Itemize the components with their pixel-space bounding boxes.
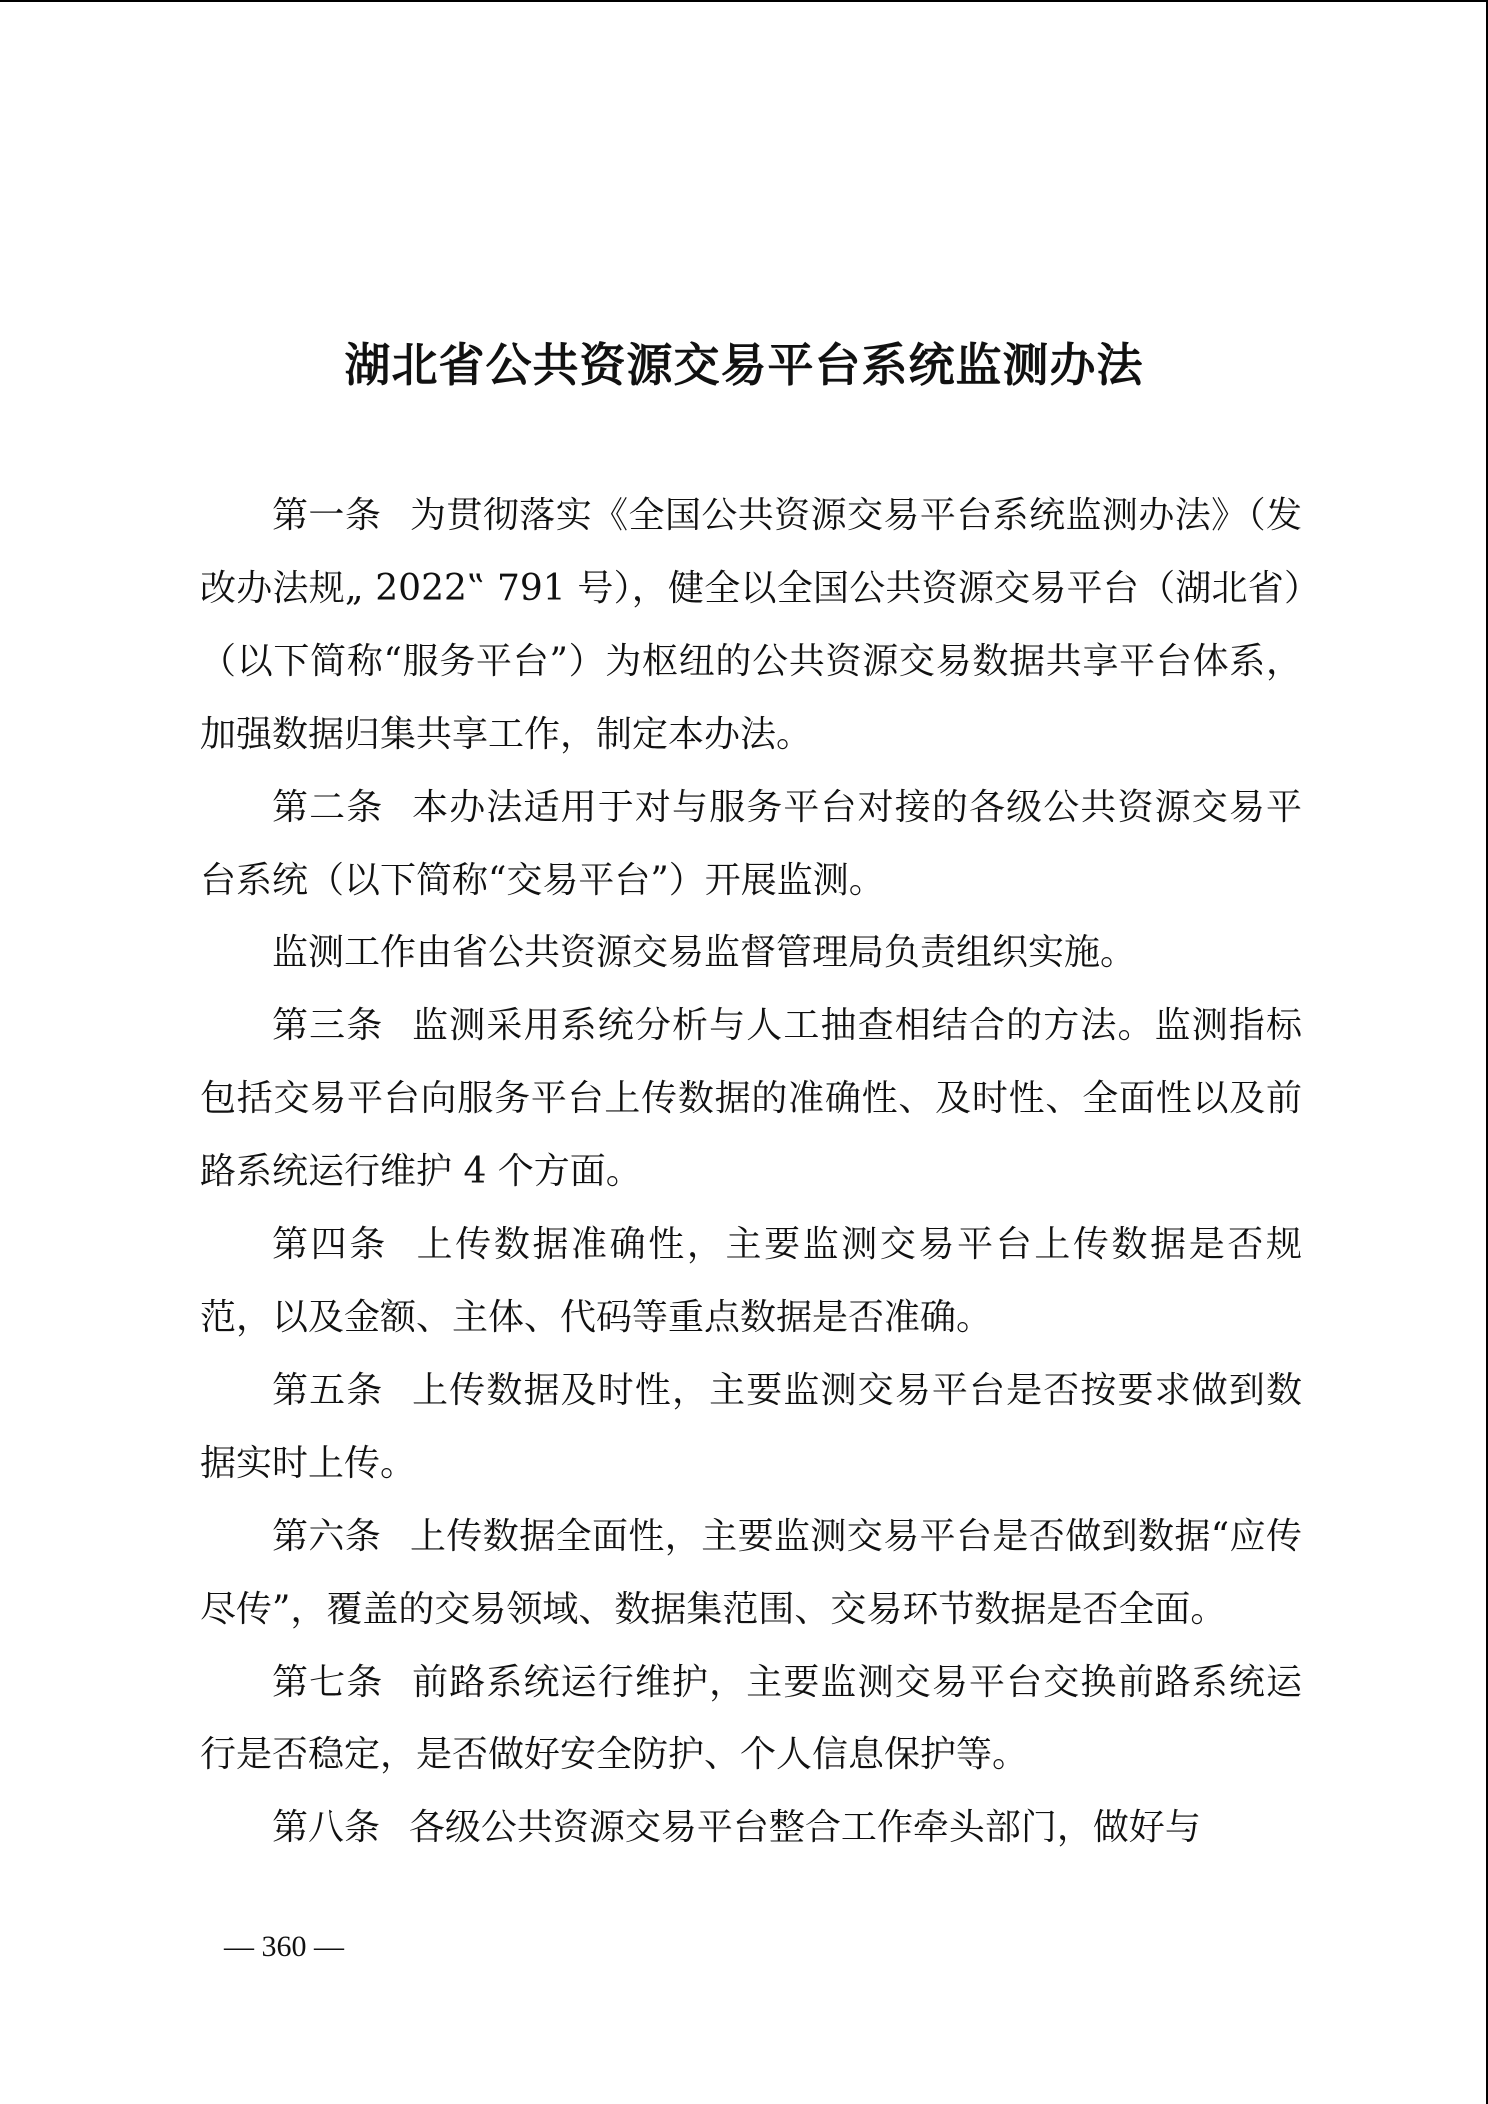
- article-number: 第三条: [272, 1005, 384, 1047]
- article-text: 监测采用系统分析与人工抽查相结合的方法。监测指标包括交易平台向服务平台上传数据的准确性、及时性、全面性以及前路系统运行维护 4 个方面。: [200, 1005, 1302, 1193]
- article-number: 第一条: [272, 495, 382, 536]
- article-paragraph: [200, 1355, 1302, 1501]
- article-text: 上传数据及时性，主要监测交易平台是否按要求做到数据实时上传。: [200, 1369, 1302, 1484]
- article-paragraph: [200, 772, 1302, 918]
- article-paragraph: [200, 480, 1302, 772]
- article-text: 前路系统运行维护，主要监测交易平台交换前路系统运行是否稳定，是否做好安全防护、个人信息保护等。: [200, 1661, 1302, 1776]
- article-text: 为贯彻落实《全国公共资源交易平台系统监测办法》（发改办法规„ 2022‟ 791 号），健全以全国公共资源交易平台（湖北省）（以下简称“服务平台”）为枢纽的公共资源交易数据共享平台体系，加强数据归集共享工作，制定本办法。: [200, 495, 1302, 755]
- article-number: 第五条: [272, 1369, 384, 1411]
- article-paragraph: [200, 1647, 1302, 1793]
- article-text: 上传数据准确性，主要监测交易平台上传数据是否规范，以及金额、主体、代码等重点数据是否准确。: [200, 1224, 1302, 1338]
- article-number: 第二条: [272, 786, 384, 828]
- article-text: 各级公共资源交易平台整合工作牵头部门，做好与: [408, 1807, 1201, 1849]
- article-number: 第六条: [272, 1515, 382, 1557]
- article-paragraph: [200, 990, 1302, 1209]
- article-number: 第四条: [272, 1224, 388, 1266]
- article-paragraph: [200, 1501, 1302, 1647]
- document-body: [200, 480, 1302, 1865]
- page-number: — 360 —: [224, 1930, 344, 1963]
- document-title: 湖北省公共资源交易平台系统监测办法: [344, 338, 1144, 392]
- article-text: 监测工作由省公共资源交易监督管理局负责组织实施。: [272, 932, 1137, 974]
- article-paragraph: [200, 917, 1302, 990]
- article-paragraph: [200, 1209, 1302, 1355]
- article-number: 第七条: [272, 1661, 384, 1703]
- article-number: 第八条: [272, 1807, 381, 1849]
- article-text: 上传数据全面性，主要监测交易平台是否做到数据“应传尽传”，覆盖的交易领域、数据集范围、交易环节数据是否全面。: [200, 1515, 1302, 1630]
- article-text: 本办法适用于对与服务平台对接的各级公共资源交易平台系统（以下简称“交易平台”）开展监测。: [200, 786, 1302, 901]
- article-paragraph: [200, 1792, 1302, 1865]
